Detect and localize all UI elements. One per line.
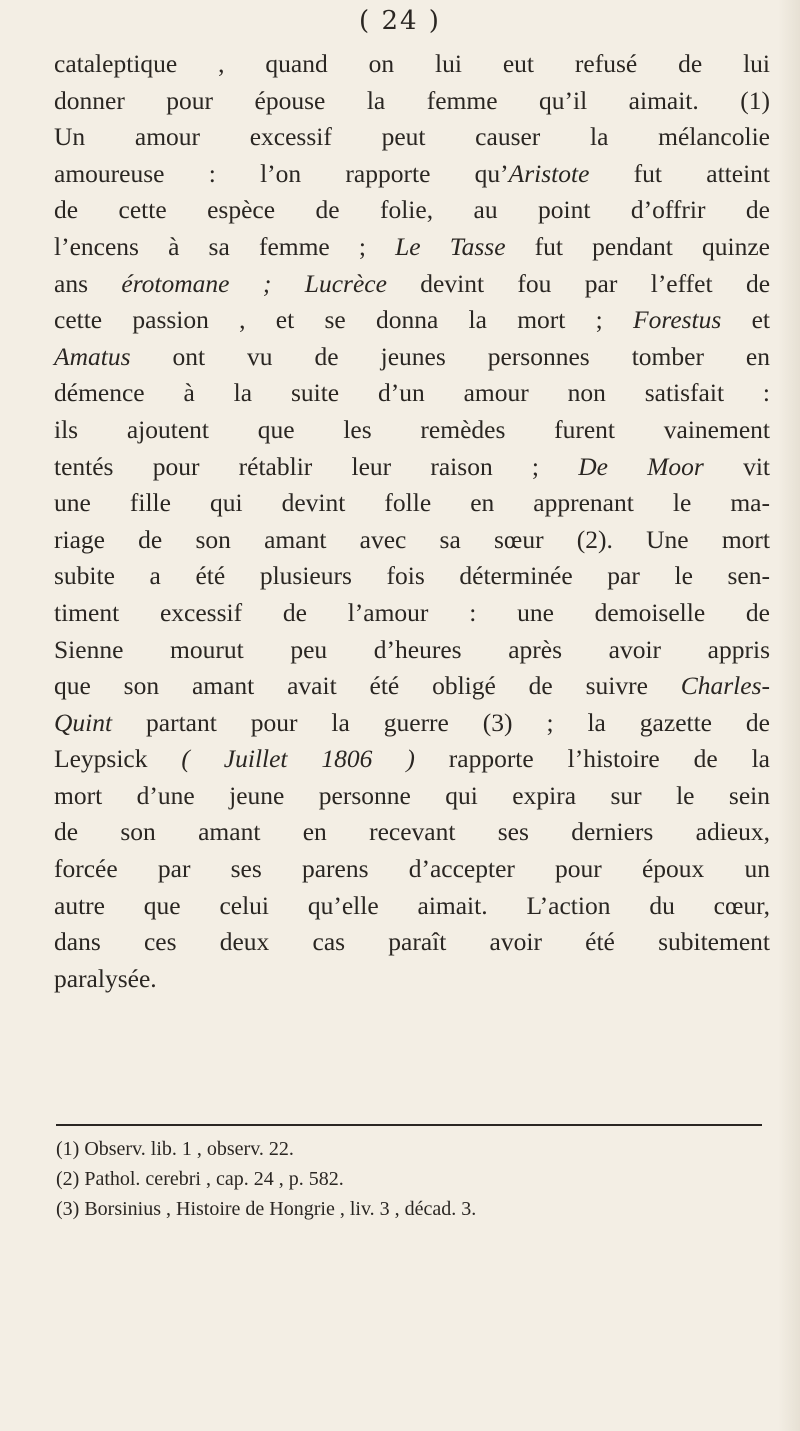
- text-run: une fille qui devint folle en apprenant le ma-: [54, 488, 770, 518]
- text-line: [54, 558, 770, 595]
- italic-text: Forestus: [633, 305, 722, 335]
- italic-text: ( Juillet 1806 ): [181, 744, 415, 774]
- text-line: [54, 302, 770, 339]
- text-run: subite a été plusieurs fois déterminée par le sen-: [54, 561, 770, 591]
- text-run: dans ces deux cas paraît avoir été subitement: [54, 927, 770, 957]
- text-run: Leypsick: [54, 744, 182, 774]
- text-run: paralysée.: [54, 963, 157, 993]
- italic-text: érotomane ; Lucrèce: [121, 268, 387, 298]
- text-line: [54, 83, 770, 120]
- text-run: forcée par ses parens d’accepter pour époux un: [54, 854, 770, 884]
- text-line: [54, 778, 770, 815]
- text-line: [54, 888, 770, 925]
- text-line: [54, 485, 770, 522]
- footnote: (2) Pathol. cerebri , cap. 24 , p. 582.: [56, 1168, 344, 1190]
- text-line: [54, 961, 770, 998]
- text-line: [54, 46, 770, 83]
- text-run: vit: [703, 451, 770, 481]
- footnote: (3) Borsinius , Histoire de Hongrie , liv. 3 , décad. 3.: [56, 1198, 477, 1220]
- text-line: [54, 266, 770, 303]
- text-run: l’encens à sa femme ;: [54, 231, 396, 261]
- text-line: [54, 851, 770, 888]
- text-line: [54, 668, 770, 705]
- text-run: Un amour excessif peut causer la mélancolie: [54, 122, 770, 152]
- text-line: [54, 924, 770, 961]
- text-run: timent excessif de l’amour : une demoiselle de: [54, 597, 770, 627]
- italic-text: Quint: [54, 707, 113, 737]
- text-run: fut pendant quinze: [505, 231, 770, 261]
- text-run: rapporte l’histoire de la: [414, 744, 770, 774]
- text-line: [54, 229, 770, 266]
- text-run: de son amant en recevant ses derniers adieux,: [54, 817, 770, 847]
- italic-text: Aristote: [508, 158, 590, 188]
- text-run: tentés pour rétablir leur raison ;: [54, 451, 579, 481]
- text-line: [54, 522, 770, 559]
- text-line: [54, 412, 770, 449]
- text-line: [54, 192, 770, 229]
- text-run: de cette espèce de folie, au point d’offrir de: [54, 195, 770, 225]
- text-run: partant pour la guerre (3) ; la gazette de: [112, 707, 770, 737]
- text-line: [54, 339, 770, 376]
- italic-text: Le Tasse: [395, 231, 506, 261]
- text-run: et: [721, 305, 770, 335]
- text-run: démence à la suite d’un amour non satisfait :: [54, 378, 770, 408]
- text-run: cataleptique , quand on lui eut refusé de lui: [54, 49, 770, 78]
- text-run: amoureuse : l’on rapporte qu’: [54, 158, 509, 188]
- body-text: [54, 46, 770, 997]
- text-line: [54, 449, 770, 486]
- text-run: fut atteint: [589, 158, 770, 188]
- page-number: ( 24 ): [359, 6, 441, 36]
- text-run: ans: [54, 268, 122, 298]
- text-line: [54, 632, 770, 669]
- text-line: [54, 705, 770, 742]
- footnotes: [56, 1134, 772, 1224]
- text-run: ont vu de jeunes personnes tomber en: [130, 341, 770, 371]
- italic-text: De Moor: [578, 451, 704, 481]
- page-edge-shadow: [778, 0, 800, 1431]
- text-run: donner pour épouse la femme qu’il aimait. (1): [54, 85, 770, 115]
- text-line: [54, 375, 770, 412]
- italic-text: Charles-: [680, 671, 770, 701]
- text-run: que son amant avait été obligé de suivre: [54, 671, 681, 701]
- text-run: mort d’une jeune personne qui expira sur le sein: [54, 780, 770, 810]
- text-run: autre que celui qu’elle aimait. L’action du cœur,: [54, 890, 770, 920]
- text-run: riage de son amant avec sa sœur (2). Une mort: [54, 524, 770, 554]
- footnote-rule: [56, 1124, 762, 1126]
- text-run: Sienne mourut peu d’heures après avoir appris: [54, 634, 770, 664]
- italic-text: Amatus: [54, 341, 131, 371]
- text-line: [54, 119, 770, 156]
- text-run: ils ajoutent que les remèdes furent vainement: [54, 414, 770, 444]
- text-line: [54, 741, 770, 778]
- text-line: [54, 814, 770, 851]
- text-line: [54, 595, 770, 632]
- text-run: devint fou par l’effet de: [386, 268, 771, 298]
- footnote: (1) Observ. lib. 1 , observ. 22.: [56, 1138, 294, 1160]
- text-line: [54, 156, 770, 193]
- text-run: cette passion , et se donna la mort ;: [54, 305, 634, 335]
